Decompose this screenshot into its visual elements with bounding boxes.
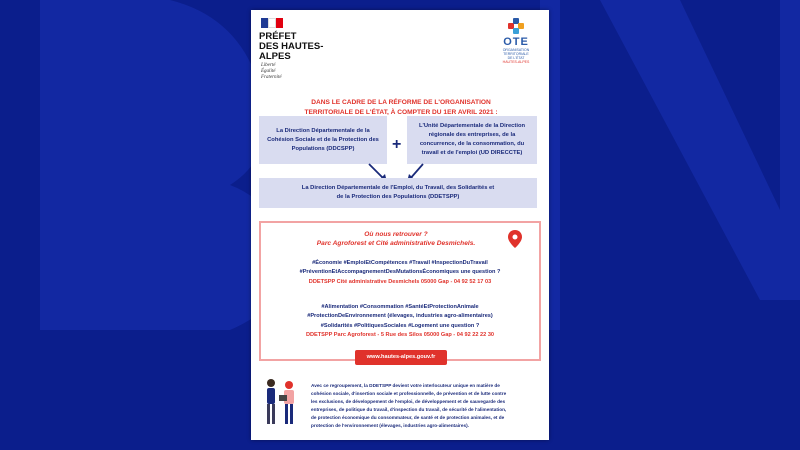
- contact-panel: [259, 221, 541, 361]
- tags-block-2: #Alimentation #Consommation #SantéEtProtectionAnimale #ProtectionDeEnvironnement (élevages, industries agro-alimentaires) #Solidarités #PolitiquesSociales #Logement une question ? DDETSPP Parc Agroforest - 5 Rue des Silos 05000 Gap - 04 92 22 22 30: [267, 303, 533, 341]
- plus-icon: +: [392, 136, 402, 153]
- people-illustration-icon: [259, 375, 307, 435]
- ote-logo: OTE ORGANISATION TERRITORIALE DE L'ÉTAT HAUTES-ALPES: [491, 18, 541, 64]
- tags-block-1: #Économie #EmploiEtCompétences #Travail #InspectionDuTravail #PréventionEtAccompagnementDesMutationsÉconomiques une question ? DDETSPP Cité administrative Desmichels 05000 Gap - 04 92 52 17 03: [267, 259, 533, 287]
- prefet-logo-text: PRÉFET DES HAUTES- ALPES: [259, 31, 324, 62]
- box-ddcspp: La Direction Départementale de la Cohésion Sociale et de la Protection des Populations (DDCSPP): [259, 116, 387, 164]
- poster: [251, 10, 549, 440]
- merge-arrows-icon: [251, 10, 549, 190]
- headline: DANS LE CADRE DE LA RÉFORME DE L'ORGANISATION TERRITORIALE DE L'ÉTAT, À COMPTER DU 1ER AVRIL 2021 :: [304, 99, 498, 116]
- box-ud-direccte: L'Unité Départementale de la Direction régionale des entreprises, de la concurrence, de la consommation, du travail et de l'emploi (UD DIRECCTE): [407, 116, 537, 164]
- contact-agroforest: DDETSPP Parc Agroforest - 5 Rue des Silos 05000 Gap - 04 92 22 22 30: [305, 332, 495, 339]
- box-ddetspp: La Direction Départementale de l'Emploi, du Travail, des Solidarités et de la Protection des Populations (DDETSPP): [259, 178, 537, 208]
- republic-motto: Liberté Égalité Fraternité: [261, 63, 282, 80]
- website-link-button[interactable]: www.hautes-alpes.gouv.fr: [355, 350, 447, 365]
- contact-desmichels: DDETSPP Cité administrative Desmichels 05000 Gap - 04 92 52 17 03: [308, 278, 492, 285]
- location-pin-icon: [508, 230, 522, 248]
- where-heading: Où nous retrouver ? Parc Agroforest et Cité administrative Desmichels.: [316, 231, 476, 247]
- description-paragraph: Avec ce regroupement, la DDETSPP devient votre interlocuteur unique en matière de cohésion sociale, d'insertion sociale et professionnelle, de prévention et de lutte contre les exclusions, de développement de l'emploi, de développement et de sauvegarde des entreprises, de politique du travail, d'inspection du travail, de sécurité de l'alimentation, de protection économique du consommateur, de santé et de protection animales, et de protection de l'environnement (élevages, industries agro-alimentaires).: [311, 383, 507, 428]
